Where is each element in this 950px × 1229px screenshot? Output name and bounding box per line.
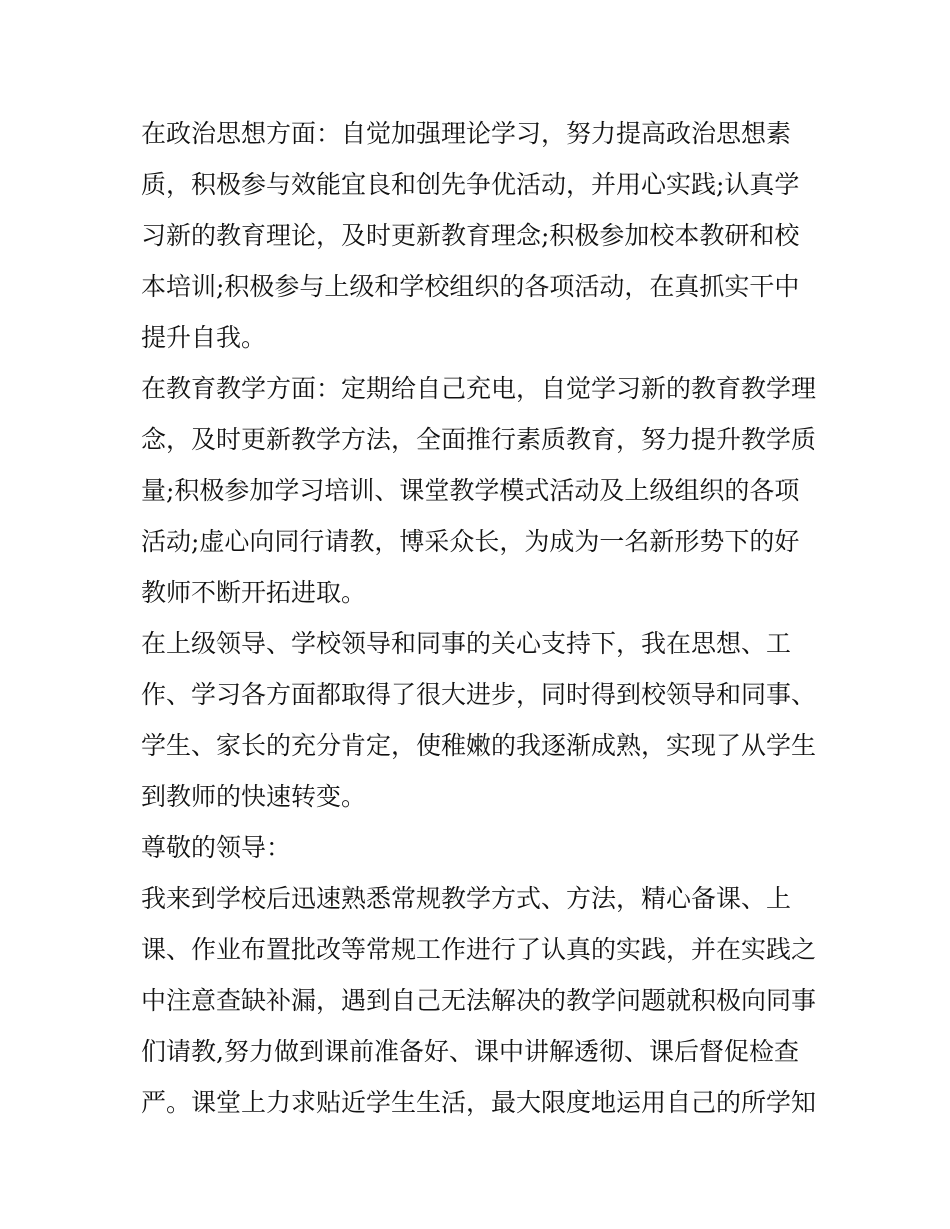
text-line: 我来到学校后迅速熟悉常规教学方式、方法，精心备课、上 bbox=[141, 884, 792, 913]
text-line: 教师不断开拓进取。 bbox=[141, 578, 367, 607]
text-line: 在上级领导、学校领导和同事的关心支持下，我在思想、工 bbox=[141, 629, 792, 658]
text-line: 量;积极参加学习培训、课堂教学模式活动及上级组织的各项 bbox=[141, 476, 800, 505]
text-line: 在政治思想方面：自觉加强理论学习，努力提高政治思想素 bbox=[141, 119, 792, 148]
text-line: 习新的教育理论，及时更新教育理念;积极参加校本教研和校 bbox=[141, 221, 800, 250]
text-line: 课、作业布置批改等常规工作进行了认真的实践，并在实践之 bbox=[141, 935, 817, 964]
text-line: 本培训;积极参与上级和学校组织的各项活动，在真抓实干中 bbox=[141, 272, 800, 301]
text-line: 到教师的快速转变。 bbox=[141, 782, 367, 811]
text-line: 们请教,努力做到课前准备好、课中讲解透彻、课后督促检查 bbox=[141, 1037, 799, 1066]
text-line: 提升自我。 bbox=[141, 323, 267, 352]
text-line: 质，积极参与效能宜良和创先争优活动，并用心实践;认真学 bbox=[141, 170, 800, 199]
text-line: 念，及时更新教学方法，全面推行素质教育，努力提升教学质 bbox=[141, 425, 817, 454]
text-line: 在教育教学方面：定期给自己充电，自觉学习新的教育教学理 bbox=[141, 374, 817, 403]
salutation-line: 尊敬的领导： bbox=[141, 833, 292, 862]
text-line: 严。课堂上力求贴近学生生活，最大限度地运用自己的所学知 bbox=[141, 1088, 817, 1117]
document-body bbox=[141, 108, 817, 1128]
text-line: 作、学习各方面都取得了很大进步，同时得到校领导和同事、 bbox=[141, 680, 817, 709]
text-line: 中注意查缺补漏，遇到自己无法解决的教学问题就积极向同事 bbox=[141, 986, 817, 1015]
text-line: 学生、家长的充分肯定，使稚嫩的我逐渐成熟，实现了从学生 bbox=[141, 731, 817, 760]
text-line: 活动;虚心向同行请教，博采众长，为成为一名新形势下的好 bbox=[141, 527, 800, 556]
